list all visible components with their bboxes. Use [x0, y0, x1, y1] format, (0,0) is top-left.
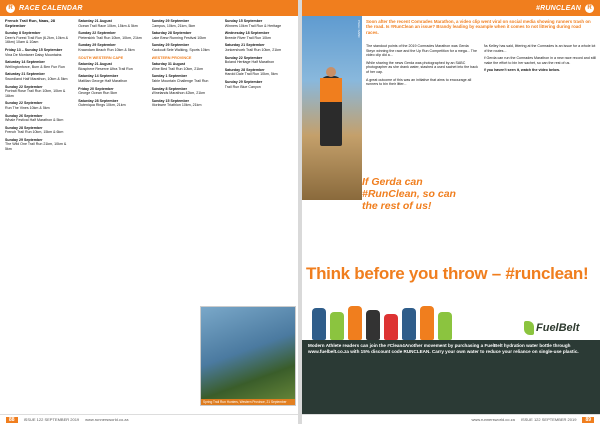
event-date: Sunday 15 September: [224, 19, 263, 23]
calendar-column-2: [78, 19, 146, 412]
event-entry: [78, 62, 146, 71]
site-label: www.runnersworld.co.za: [85, 417, 129, 422]
photo-credit: Photo: SABC: [357, 20, 361, 38]
event-text: Kraandam Beach Run 10km & 5km: [78, 47, 135, 52]
event-text: Pieterskirk Trail Run 10km, 10km, 21km: [78, 35, 142, 40]
event-date: Saturday 21 September: [5, 72, 45, 77]
water-bottle-icon: [330, 312, 344, 340]
event-text: Boland Heritage Half Marathon: [224, 60, 275, 65]
column-lead: French Trail Run, Naas, 28 September: [5, 19, 56, 28]
left-footer: [0, 414, 298, 424]
event-date: Sunday 22 September: [5, 84, 43, 89]
event-date: Sunday 8 September: [151, 86, 188, 91]
paragraph: As Kelley has said, littering at the Comrades is an issue for a whole lot of the routes...: [483, 44, 596, 53]
section-label: RACE CALENDAR: [19, 4, 83, 12]
event-text: Breede River Trail Run 10km: [224, 35, 271, 40]
event-entry: [152, 43, 220, 52]
event-entry: [5, 60, 73, 69]
event-date: Sunday 29 September: [5, 137, 43, 142]
paragraph: The standout points of the 2019 Comrades Marathon was Gerda Steyn winning the race and the Up Run Competition for a mega... The video clip did a...: [366, 44, 478, 58]
photo-caption: Spring Trail Run Hunters, Western Province, 21 September: [201, 399, 295, 405]
offer-text: Modern Athlete readers can join the #Clean4Another movement by purchasing a FuelBelt hydration water bottle through www.fuelbelt.co.za with 15% discount code RUNCLEAN. Carry your own water to reduce your reliance on single-use plastic.: [308, 343, 579, 354]
event-text: Kaokouit Sele Walking, Sports 10km: [151, 47, 210, 52]
event-text: The Wild One Trail Run 21km, 10km & 5km: [5, 142, 67, 152]
event-entry: [225, 31, 293, 40]
event-text: Table Mountain Challenge Trail Run: [151, 78, 209, 83]
event-date: Sunday 22 September: [224, 55, 263, 60]
offer-box: [302, 340, 600, 414]
section-label: #RUNCLEAN: [536, 4, 581, 12]
event-text: Swordland Half Marathon, 10km & 5km: [5, 76, 68, 81]
paragraph: While sharing the news Gerda was photographed by an SABC photographer as she drank water, stashed a used sachet into the back of her cap.: [366, 60, 478, 74]
event-date: Wednesday 18 September: [224, 31, 270, 36]
water-bottle-icon: [420, 306, 434, 340]
race-calendar-header: [0, 0, 298, 16]
water-bottle-icon: [366, 310, 380, 340]
brand-name: FuelBelt: [536, 322, 580, 334]
event-text: Lake Brew Running Festival 10km: [151, 35, 207, 40]
event-entry: [5, 72, 73, 81]
event-entry: [225, 19, 293, 28]
event-entry: [5, 31, 73, 45]
event-entry: [5, 114, 73, 123]
water-bottle-icon: [384, 314, 398, 340]
event-date: Sunday 29 September: [224, 79, 263, 84]
event-date: Saturday 28 September: [78, 98, 119, 103]
event-date: Sunday 1 September: [151, 74, 188, 79]
event-entry: [152, 19, 220, 28]
event-entry: [78, 19, 146, 28]
event-text: Harold Dale Trail Run 10km, 5km: [224, 72, 278, 77]
event-entry: [78, 99, 146, 108]
right-page: [302, 0, 600, 424]
right-footer: [302, 414, 600, 424]
event-text: Matilian George Half Marathon: [78, 78, 128, 83]
calendar-column-1: [5, 19, 73, 412]
event-date: Saturday 21 August: [78, 19, 112, 23]
event-entry: [152, 87, 220, 96]
event-text: Campus, 10km, 21km, 5km: [151, 23, 196, 28]
event-entry: [152, 31, 220, 40]
event-text: Winners 10km Trail Run & Heritage: [224, 23, 282, 28]
event-entry: [225, 80, 293, 89]
bottle-lineup: [302, 302, 522, 340]
event-text: George Ocean Run 5km: [78, 91, 118, 96]
tagline-banner: [302, 258, 600, 302]
water-bottle-icon: [348, 306, 362, 340]
article-intro: Soon after the recent Comrades Marathon, a video clip went viral on social media showing runners trash on the road. Is #RunClean an issue? Brandy leading by example when it comes to not littering during road races.: [366, 19, 591, 35]
pull-quote: If Gerda can #RunClean, so can the rest of us!: [362, 176, 456, 212]
event-entry: [78, 31, 146, 40]
event-entry: [5, 101, 73, 110]
event-date: Sunday 15 September: [151, 98, 190, 103]
event-date: Saturday 14 September: [78, 74, 119, 79]
region-heading: WESTERN PROVINCE: [151, 55, 192, 60]
event-date: Saturday 28 September: [224, 67, 265, 72]
article-column-2: [484, 44, 597, 244]
site-label: www.runnersworld.co.za: [471, 417, 515, 422]
event-date: Saturday 31 August: [151, 62, 186, 67]
event-date: Sunday 26 September: [5, 113, 43, 118]
fuelbelt-logo: [524, 318, 594, 338]
fuelbelt-mark-icon: [524, 321, 534, 335]
event-entry: [152, 62, 220, 71]
event-date: Sunday 8 September: [5, 31, 41, 36]
video-callout[interactable]: If you haven't seen it, watch the video below.: [483, 68, 560, 73]
event-text: Whale Festival Half Marathon & 5km: [5, 118, 64, 123]
event-date: Saturday 14 September: [5, 60, 45, 65]
issue-label: ISSUE 122 SEPTEMBER 2019: [520, 417, 577, 422]
event-entry: [78, 87, 146, 96]
event-entry: [5, 85, 73, 99]
event-date: Sunday 29 September: [78, 43, 116, 48]
water-bottle-icon: [312, 308, 326, 340]
article-column-1: [366, 44, 479, 244]
event-date: Sunday 22 September: [78, 31, 116, 36]
event-entry: [225, 43, 293, 52]
event-text: Wine Bed Trail Run 10km, 21km: [151, 66, 204, 71]
event-date: Sunday 28 September: [5, 125, 43, 130]
event-text: Vina De Montaner Daisy Mountains: [5, 52, 62, 57]
event-date: Saturday 21 August: [78, 62, 112, 67]
event-date: Sunday 29 September: [151, 19, 190, 23]
paragraph: If Gerda can run the Comrades Marathon in a new race record and still make the effort to bin her sachet, so can the rest of us.: [483, 56, 596, 65]
runclean-header: [302, 0, 600, 16]
magazine-logo-icon: R: [6, 4, 15, 13]
event-date: Sunday 22 September: [5, 101, 43, 106]
runner-shirt: [320, 78, 342, 102]
event-text: Wellingtonforce, Burn & Ben Fun Run: [5, 64, 65, 69]
trail-run-photo: [200, 306, 296, 406]
event-text: Winelands Marathon 42km, 21km: [151, 91, 206, 96]
event-entry: [152, 74, 220, 83]
tagline: Think before you throw – #runclean!: [306, 264, 589, 283]
water-bottle-icon: [438, 312, 452, 340]
event-entry: [225, 56, 293, 65]
issue-label: ISSUE 122 SEPTEMBER 2019: [23, 417, 80, 422]
event-entry: [5, 126, 73, 135]
event-date: Friday 20 September: [78, 86, 114, 91]
page-number: 88: [6, 417, 18, 423]
event-text: Jonkershoek Trail Run 10km, 21km: [224, 47, 282, 52]
event-text: Run The Vines 10km & 5km: [5, 105, 50, 110]
event-text: Deer's Forest Trail Run (6.2km, 10km & 16km) 10am & 10am: [5, 35, 68, 45]
paragraph: A great outcome of this was an initiative that aims to encourage all runners to bin their litter...: [366, 77, 472, 87]
magazine-logo-icon: R: [585, 4, 594, 13]
event-text: Trail Run Blue Canyon: [224, 84, 261, 89]
event-entry: [152, 99, 220, 108]
water-bottle-icon: [402, 308, 416, 340]
left-page: [0, 0, 298, 424]
event-date: Saturday 21 September: [224, 43, 265, 48]
event-text: French Trail Run 10km, 15km & 6km: [5, 130, 64, 135]
event-text: Portrait Rose Trail Run 10km, 10km & 16km: [5, 89, 66, 98]
event-date: Friday 13 – Sunday 15 September: [5, 47, 63, 52]
region-heading: SOUTH WESTERN CAPE: [78, 55, 124, 60]
event-text: Ocean Trail Race 10km, 15km & 5km: [78, 23, 138, 28]
event-entry: [225, 68, 293, 77]
page-number: 89: [582, 417, 594, 423]
runner-photo: [302, 16, 362, 200]
event-text: Outeniqua Rings 10km, 21km: [78, 103, 126, 108]
event-text: Morkwee Triathlon 10km, 21km: [151, 103, 202, 108]
article-columns: [366, 44, 596, 244]
event-text: Biosphere Reserve Ultra Trail Run: [78, 66, 133, 71]
event-date: Sunday 29 September: [151, 43, 190, 48]
event-date: Saturday 28 September: [151, 31, 192, 36]
event-entry: [5, 138, 73, 152]
event-entry: [78, 43, 146, 52]
event-entry: [78, 74, 146, 83]
event-entry: [5, 48, 73, 57]
